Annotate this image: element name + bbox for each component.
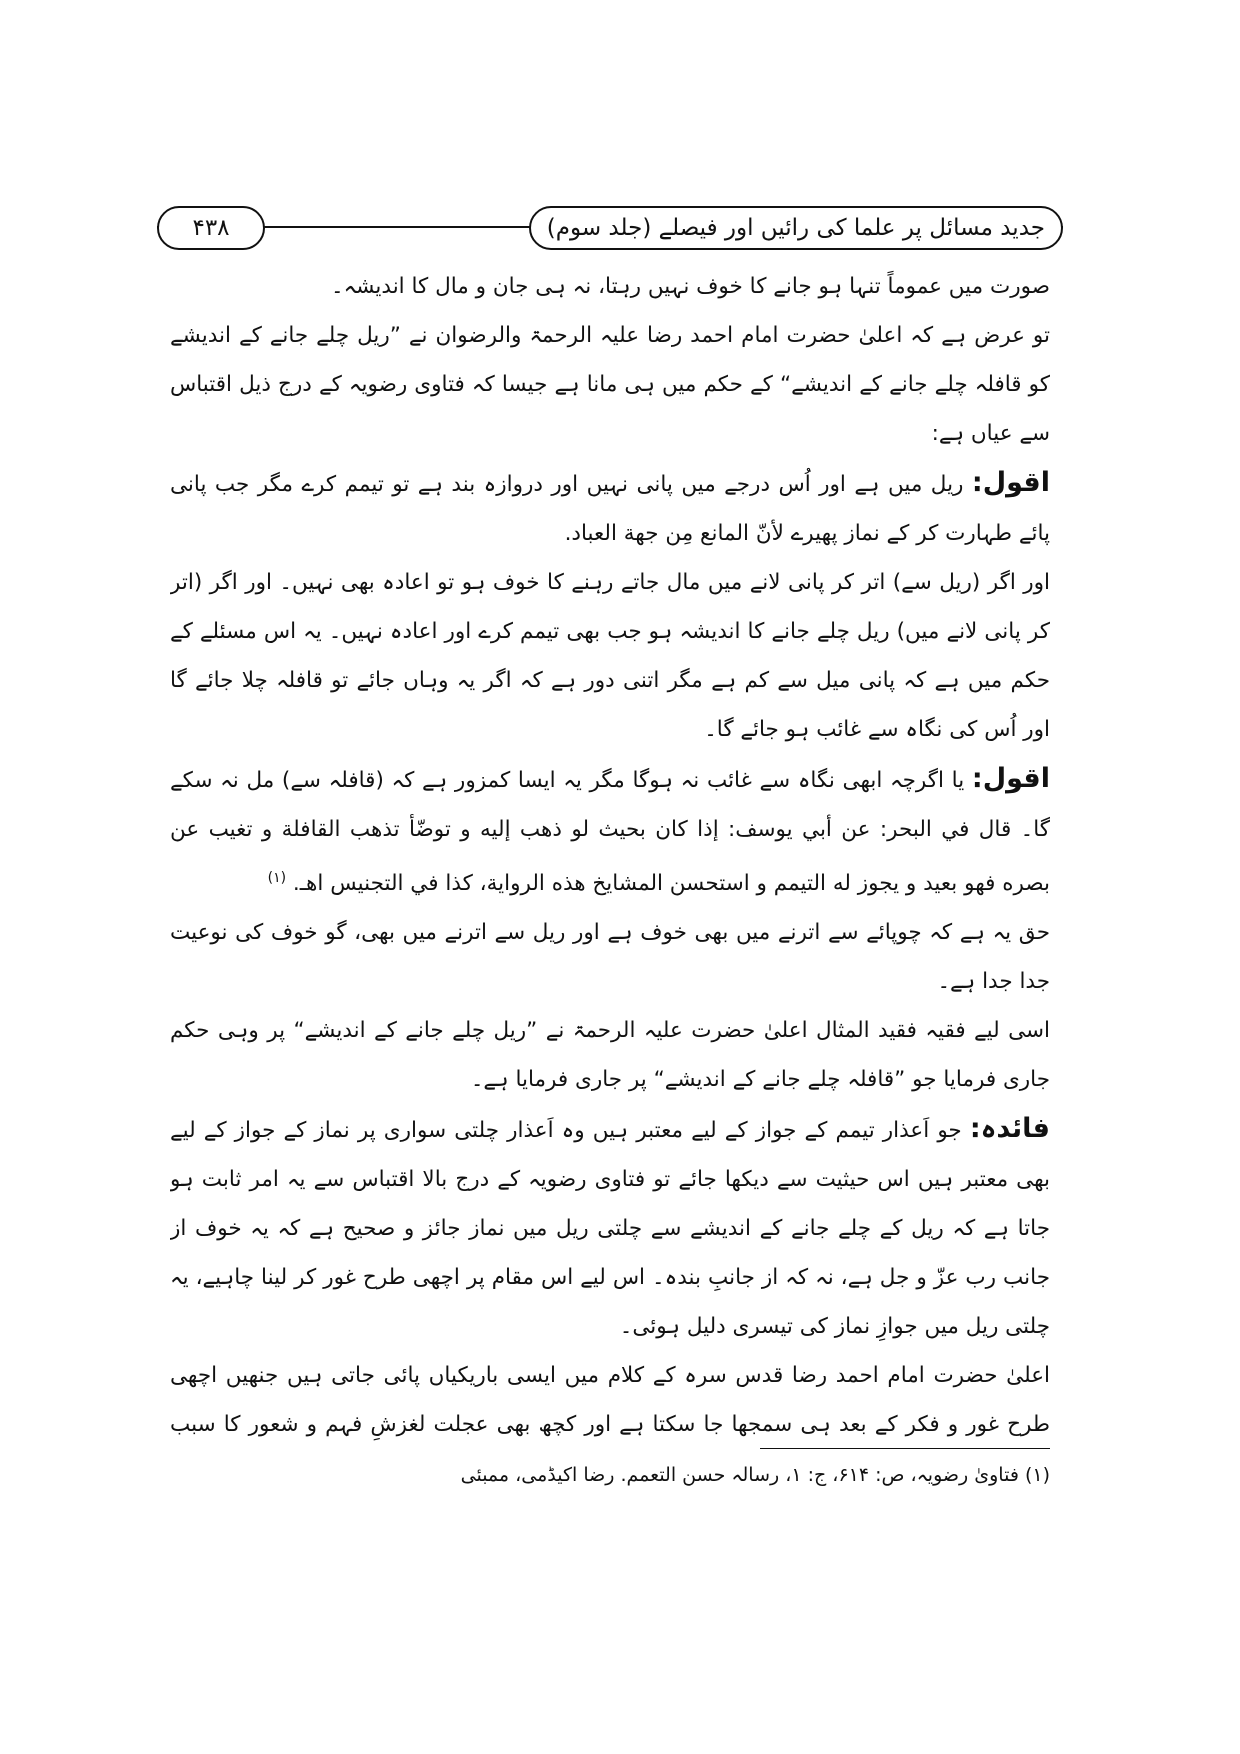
paragraph: اور اگر (ریل سے) اتر کر پانی لانے میں مال جاتے رہنے کا خوف ہو تو اعادہ بھی نہیں۔ اور اگر (اتر کر پانی لانے میں) ریل چلے جانے کا اندیشہ ہو جب بھی تیمم کرے اور اعادہ نہیں۔ یہ اس مسئلے کے حکم میں ہے کہ پانی میل سے کم ہے مگر اتنی دور ہے کہ اگر یہ وہاں جائے تو قافلہ چلا جائے گا اور اُس کی نگاہ سے غائب ہو جائے گا۔ xyxy=(170,570,1050,742)
running-title: جدید مسائل پر علما کی رائیں اور فیصلے (جلد سوم) xyxy=(529,206,1063,250)
lead-word: اقول: xyxy=(971,763,1050,794)
paragraph-text: ریل میں ہے اور اُس درجے میں پانی نہیں اور دروازہ بند ہے تو تیمم کرے مگر جب پانی پائے طہارت کر کے نماز پھیرے لأنّ المانع مِن جهة العباد. xyxy=(170,472,1050,546)
quote-paragraph xyxy=(170,754,1050,908)
paragraph: اسی لیے فقیہ فقید المثال اعلیٰ حضرت علیہ الرحمۃ نے ”ریل چلے جانے کے اندیشے“ پر وہی حکم جاری فرمایا جو ”قافلہ چلے جانے کے اندیشے“ پر جاری فرمایا ہے۔ xyxy=(170,1018,1050,1093)
footnote-rule xyxy=(760,1448,1050,1449)
quote-paragraph xyxy=(170,458,1050,558)
page-header xyxy=(157,200,1063,250)
note-paragraph xyxy=(170,1104,1050,1351)
footnote: (۱) فتاویٰ رضویہ، ص: ۶۱۴، ج: ۱، رسالہ حسن التعمم. رضا اکیڈمی، ممبئی xyxy=(460,1464,1050,1486)
paragraph: صورت میں عموماً تنہا ہو جانے کا خوف نہیں رہتا، نہ ہی جان و مال کا اندیشہ۔ xyxy=(331,274,1050,299)
main-text xyxy=(170,262,1050,1442)
paragraph: تو عرض ہے کہ اعلیٰ حضرت امام احمد رضا علیہ الرحمۃ والرضوان نے ”ریل چلے جانے کے اندیشے کو قافلہ چلے جانے کے اندیشے“ کے حکم میں ہی مانا ہے جیسا کہ فتاوی رضویہ کے درج ذیل اقتباس سے عیاں ہے: xyxy=(170,323,1050,446)
lead-word: فائدہ: xyxy=(969,1113,1050,1145)
paragraph: حق یہ ہے کہ چوپائے سے اترنے میں بھی خوف ہے اور ریل سے اترنے میں بھی، گو خوف کی نوعیت جدا جدا ہے۔ xyxy=(170,920,1050,995)
paragraph-text: یا اگرچہ ابھی نگاہ سے غائب نہ ہوگا مگر یہ ایسا کمزور ہے کہ (قافلہ سے) مل نہ سکے گا۔ قال في البحر: عن أبي يوسف: إذا كان بحيث لو ذهب إليه و توضّأ تذهب القافلة و تغيب عن بصره فهو بعيد و يجوز له التيمم و استحسن المشايخ هذه الرواية، كذا في التجنيس اهـ. xyxy=(170,768,1050,897)
paragraph-text: جو اَعذار تیمم کے جواز کے لیے معتبر ہیں وہ اَعذار چلتی سواری پر نماز کے جواز کے لیے بھی معتبر ہیں اس حیثیت سے دیکھا جائے تو فتاوی رضویہ کے درج بالا اقتباس سے یہ امر ثابت ہو جاتا ہے کہ ریل کے چلے جانے کے اندیشے سے چلتی ریل میں نماز جائز و صحیح ہے کہ یہ خوف از جانب رب عزّ و جل ہے، نہ کہ از جانبِ بندہ۔ اس لیے اس مقام پر اچھی طرح غور کر لینا چاہیے، یہ چلتی ریل میں جوازِ نماز کی تیسری دلیل ہوئی۔ xyxy=(170,1118,1050,1340)
lead-word: اقول: xyxy=(971,467,1050,498)
paragraph: اعلیٰ حضرت امام احمد رضا قدس سرہ کے کلام میں ایسی باریکیاں پائی جاتی ہیں جنھیں اچھی طرح غور و فکر کے بعد ہی سمجھا جا سکتا ہے اور کچھ بھی عجلت لغزشِ فہم و شعور کا سبب xyxy=(170,1363,1050,1438)
footnote-ref: (۱) xyxy=(267,870,287,886)
page-number: ۴۳۸ xyxy=(157,206,265,250)
